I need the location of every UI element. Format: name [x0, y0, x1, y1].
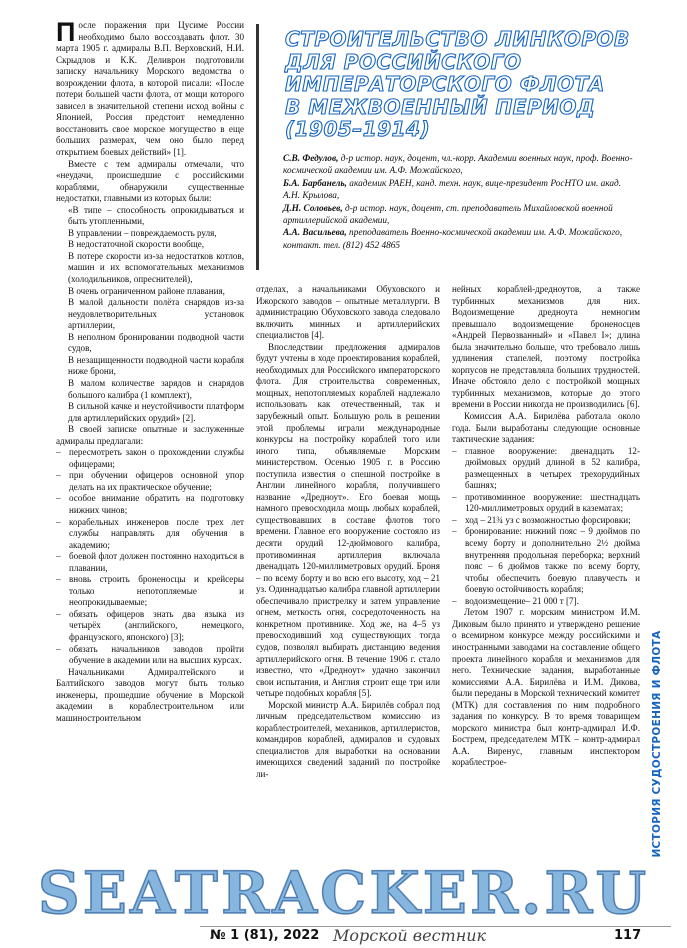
- defect-item: В очень ограниченном районе плавания,: [68, 285, 225, 296]
- defect-item: В потере скорости из-за недостатков котлов, машин и их вспомогательных механизмов (холодильников, опреснителей),: [68, 250, 244, 285]
- section-rubric: [644, 600, 670, 888]
- author-info: д-р истор. наук, доцент, чл.-корр. Академии военных наук, проф. Военно-космической академии им. А.Ф. Можайского,: [283, 154, 633, 176]
- spec-item: – главное вооружение: двенадцать 12-дюймовых орудий длиной в 52 калибра, размещенных в четырех трехорудийных башнях;: [452, 446, 640, 492]
- paragraph: отделах, а начальниками Обуховского и Ижорского заводов – опытные металлурги. В администрацию Обуховского завода следовало включить минных и артиллерийских специалистов [4].: [256, 284, 440, 341]
- author-entry: [283, 228, 633, 240]
- proposal-item: – обязать офицеров знать два языка из четырёх (английского, немецкого, французского, японского) [3];: [56, 609, 244, 644]
- paragraph: Впоследствии предложения адмиралов будут учтены в ходе проектирования кораблей, необходимых для Российского императорского флота. Для строительства современных, мощных, непотопляемых кораблей надлежало использовать как отечественный, так и зарубежный опыт. Большую роль в решении этой проблемы играли международные конкурсы на постройку кораблей того или иного типа, объявляемые Морским министерством. Осенью 1905 г. в Россию поступила известия о спешной постройке в Англии линейного корабля, получившего название «Дредноут». Его боевая мощь намного превосходила мощь любых кораблей, существовавших в составе флотов того времени. Главное его вооружение состояло из десяти орудий 12-дюймового калибра, противоминная артиллерия включала двенадцать 120-миллиметровых орудий. Броня – по всему борту и во всю его высоту, ход – 21 уз. Одиннадцатью калибра главной артиллерии обеспечивало пристрелку и затем управление огнем, меткость огня, сосредоточенность на конкретном противнике. Ход же, на 4–5 уз превосходивший ход существующих тогда судов, позволял выбирать дистанцию ведения артиллерийского огня. В течение 1906 г. стало известно, что «Дредноут» удачно закончил свои испытания, и Англия строит еще три или четыре подобных корабля [5].: [256, 341, 440, 699]
- defect-item: В недостаточной скорости вообще,: [68, 239, 205, 250]
- defect-item: В управлении – повреждаемость руля,: [68, 227, 217, 238]
- proposal-item: – особое внимание обратить на подготовку нижних чинов;: [56, 493, 244, 516]
- paragraph: Летом 1907 г. морским министром И.М. Диковым было принято и утверждено решение о всемирном конкурсе между российскими и иностранными заводами на составление общего проекта линейного корабля и механизмов для него. Технические задания, выработанные комиссиями А.А. Бирилёва и И.М. Дикова, были переданы в Морской технический комитет (МТК) для составления по ним подробного задания по конкурсу. В то время товарищем морского министра был контр-адмирал И.Ф. Бострем, председателем МТК – контр-адмирал А.А. Виренус, главным инспектором кораблестрое-: [452, 607, 640, 768]
- paragraph: Комиссия А.А. Бирилёва работала около года. Были выработаны следующие основные тактические задания:: [452, 411, 640, 445]
- defect-item: В неполном бронировании подводной части судов,: [68, 331, 244, 354]
- title-block: [256, 24, 636, 270]
- article-column-3: [452, 284, 640, 769]
- author-info: академик РАЕН, канд. техн. наук, вице-президент РосНТО им. акад. А.Н. Крылова,: [283, 178, 622, 201]
- defects-list: [56, 205, 244, 424]
- author-name: Б.А. Барбанель,: [283, 178, 347, 189]
- proposal-item: – вновь строить броненосцы и крейсеры только непотопляемые и неопрокидываемые;: [56, 574, 244, 609]
- paragraph: Вместе с тем адмиралы отмечали, что «неудачи, происшедшие с российскими кораблями, обнаружили существенные недостатки, главными из которых были:: [56, 158, 244, 204]
- title-line: СТРОИТЕЛЬСТВО ЛИНКОРОВ: [285, 27, 630, 51]
- authors-block: [283, 154, 633, 254]
- specs-list: [452, 446, 640, 608]
- spec-item: – водоизмещение– 21 000 т [7].: [452, 596, 640, 608]
- proposal-item: – корабельных инженеров после трех лет службы направлять для обучения в академию;: [56, 517, 244, 552]
- author-entry: [283, 179, 633, 203]
- title-line: (1905–1914): [285, 117, 431, 141]
- spec-item: – бронирование: нижний пояс – 9 дюймов по всему борту и дополнительно 2½ дюйма внутренняя продольная переборка; верхний пояс – 6 дюймов также по всему борту, чтобы обеспечить боевую плавучесть и боевую остойчивость корабля;: [452, 526, 640, 595]
- author-name: Д.Н. Соловьев,: [283, 203, 343, 214]
- page-footer: [0, 926, 687, 948]
- page-number: 117: [614, 928, 642, 943]
- intro-paragraph: После поражения при Цусиме России необходимо было воссоздавать флот. 30 марта 1905 г. адмиралы В.П. Верховский, Н.И. Скрыдлов и К.К. Деливрон подготовили записку начальнику Морского ведомства о возрождении флота, в которой писали: «После потери большей части флота, от мощи которого зависел в значительной степени исход войны с Японией, Россия предстоит немедленно восстановить свое морское могущество в еще больших размерах, чем оно было перед открытием боевых действий» [1].: [56, 17, 244, 158]
- author-info: д-р истор. наук, доцент, ст. преподаватель Михайловской военной артиллерийской академии,: [283, 203, 613, 226]
- proposal-item: – обязать начальников заводов пройти обучение в академии или на высших курсах.: [56, 644, 244, 667]
- author-info: преподаватель Военно-космической академии им. А.Ф. Можайского,: [346, 228, 623, 239]
- magazine-name: Морской вестник: [333, 926, 487, 945]
- issue-number: № 1 (81), 2022: [210, 928, 320, 943]
- watermark: SEATRACKER.RU: [37, 859, 650, 927]
- article-column-1: [56, 17, 244, 724]
- paragraph: Начальниками Адмиралтейского и Балтийского заводов могут быть только инженеры, прошедшие обучение в Морской академии в кораблестроительном или машиностроительном: [56, 666, 244, 723]
- drop-cap: П: [56, 17, 76, 47]
- article-column-2: [256, 284, 440, 781]
- paragraph: нейных кораблей-дредноутов, а также турбинных механизмов для них. Водоизмещение дредноута немногим превышало водоизмещение броненосцев «Андрей Первозванный» и «Павел I»; длина была значительно больше, что требовало лишь удлинения стапелей, поэтому постройка корпусов не представляла больших трудностей. Иначе обстояло дело с постройкой мощных турбинных механизмов, которые до этого времени в России никогда не производились [6].: [452, 284, 640, 410]
- article-title: [259, 24, 636, 141]
- author-entry: [283, 204, 633, 228]
- title-line: В МЕЖВОЕННЫЙ ПЕРИОД: [285, 94, 596, 119]
- author-name: А.А. Васильева,: [283, 228, 347, 239]
- defect-item: «В типе – способность опрокидываться и быть утопленными,: [68, 204, 244, 227]
- proposal-item: – боевой флот должен постоянно находиться в плавании,: [56, 551, 244, 574]
- author-entry: [283, 154, 633, 178]
- defect-item: В малой дальности полёта снарядов из-за неудовлетворительных установок артиллерии,: [68, 297, 244, 331]
- spec-item: – противоминное вооружение: шестнадцать 120-миллиметровых орудий в казематах;: [452, 492, 640, 515]
- defect-item: В малом количестве зарядов и снарядов большого калибра (1 комплект),: [68, 377, 244, 400]
- section-rubric-text: ИСТОРИЯ СУДОСТРОЕНИЯ И ФЛОТА: [651, 630, 663, 858]
- title-line: ИМПЕРАТОРСКОГО ФЛОТА: [285, 72, 605, 96]
- defect-item: В незащищенности подводной части корабля ниже брони,: [68, 354, 244, 377]
- proposals-list: [56, 447, 244, 666]
- contact-phone: контакт. тел. (812) 452 4865: [283, 241, 401, 252]
- defect-item: В сильной качке и неустойчивости платформ для артиллерийских орудий» [2].: [68, 401, 244, 423]
- proposal-item: – при обучении офицеров основной упор делать на их практическое обучение;: [56, 470, 244, 493]
- title-line: ДЛЯ РОССИЙСКОГО: [285, 49, 522, 74]
- proposal-item: – пересмотреть закон о прохождении службы офицерами;: [56, 447, 244, 470]
- spec-item: – ход – 21¾ уз с возможностью форсировки;: [452, 515, 640, 527]
- author-name: С.В. Федулов,: [283, 154, 339, 164]
- paragraph: Морской министр А.А. Бирилёв собрал под личным председательством комиссию из кораблестроителей, механиков, артиллеристов, командиров кораблей, адмиралов и судовых специалистов для выработки на основании имеющихся сведений заданий по постройке ли-: [256, 699, 440, 779]
- paragraph: В своей записке опытные и заслуженные адмиралы предлагали:: [56, 424, 244, 446]
